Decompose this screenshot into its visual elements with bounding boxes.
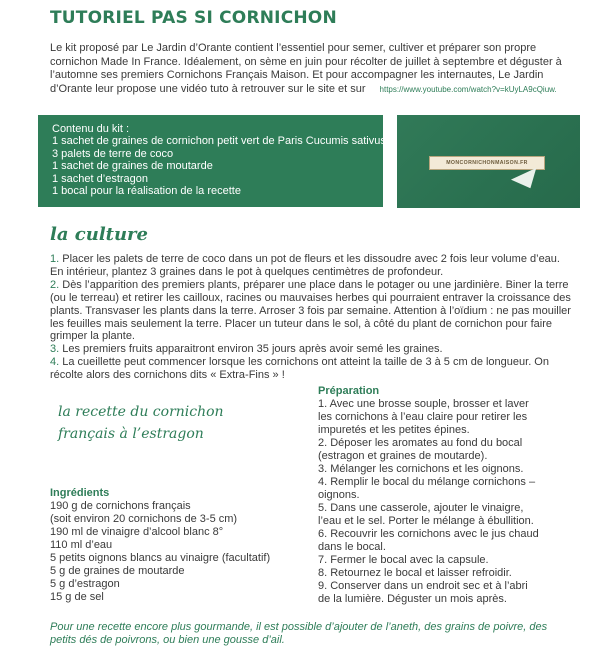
culture-heading: la culture (50, 224, 148, 245)
preparation-step: 8. Retournez le bocal et laisser refroidir. (318, 567, 512, 579)
step-number: 4. (50, 356, 60, 369)
recipe-heading (58, 401, 258, 445)
video-link[interactable]: https://www.youtube.com/watch?v=kUyLA9cQiuw. (379, 84, 557, 94)
culture-step (50, 279, 575, 344)
recipe-heading-line: français à l’estragon (58, 426, 204, 442)
preparation-step: 9. Conserver dans un endroit sec et à l’abri de la lumière. Déguster un mois après. (318, 580, 528, 605)
recipe-heading-line: la recette du cornichon (58, 404, 224, 420)
ingredient-item: 110 ml d’eau (50, 539, 113, 551)
intro-paragraph (50, 42, 570, 96)
kit-contents-box (38, 115, 386, 207)
ingredients-section (50, 487, 305, 604)
preparation-step: 6. Recouvrir les cornichons avec le jus chaud dans le bocal. (318, 528, 539, 553)
product-label: MONCORNICHONMAISON.FR (429, 156, 545, 170)
preparation-step: 4. Remplir le bocal du mélange cornichons – oignons. (318, 476, 536, 501)
ingredient-item: (soit environ 20 cornichons de 3-5 cm) (50, 513, 238, 525)
ingredient-item: 190 ml de vinaigre d’alcool blanc 8° (50, 526, 224, 538)
step-text: Dès l’apparition des premiers plants, préparer une place dans le potager ou une jardinière. Biner la terre (ou le terreau) et retirer les cailloux, racines ou mauvaises herbes qui pourraient entraver la croissance des plants. Transvaser les plants dans la terre. Arroser 3 fois par semaine. Attention à l’oïdium : ne pas mouiller les feuilles mais seulement la terre. Placer un tuteur dans le sol, à côté du plant de cornichon pour faire grimper la plante. (50, 278, 571, 343)
step-text: Les premiers fruits apparaitront environ 35 jours après avoir semé les graines. (62, 343, 443, 356)
ingredient-item: 5 g de graines de moutarde (50, 565, 185, 577)
preparation-heading: Préparation (318, 385, 380, 397)
preparation-step: 5. Dans une casserole, ajouter le vinaigre, l’eau et le sel. Porter le mélange à ébullition. (318, 502, 534, 527)
product-photo (397, 115, 580, 208)
kit-item: 1 bocal pour la réalisation de la recette (52, 185, 241, 198)
ingredients-heading: Ingrédients (50, 487, 110, 499)
kit-item: 3 palets de terre de coco (52, 147, 174, 160)
ingredient-item: 190 g de cornichons français (50, 500, 191, 512)
culture-steps (50, 253, 575, 382)
preparation-step: 7. Fermer le bocal avec la capsule. (318, 554, 489, 566)
kit-heading: Contenu du kit : (52, 123, 130, 135)
kit-item: 1 sachet de graines de moutarde (52, 160, 213, 173)
step-number: 3. (50, 343, 60, 356)
culture-step (50, 356, 575, 382)
kit-item: 1 sachet d’estragon (52, 172, 149, 185)
ingredient-item: 5 g d’estragon (50, 578, 120, 590)
paper-tag-shape (511, 168, 543, 194)
preparation-step: 1. Avec une brosse souple, brosser et laver les cornichons à l’eau claire pour retirer les impuretés et les petites épines. (318, 398, 529, 436)
ingredient-item: 5 petits oignons blancs au vinaigre (facultatif) (50, 552, 271, 564)
step-text: La cueillette peut commencer lorsque les cornichons ont atteint la taille de 3 à 5 cm de longueur. On récolte alors des cornichons dits « Extra-Fins » ! (50, 356, 549, 382)
culture-step (50, 343, 575, 356)
step-number: 1. (50, 253, 60, 265)
step-text: Placer les palets de terre de coco dans un pot de fleurs et les dissoudre avec 2 fois leur volume d’eau. En intérieur, plantez 3 graines dans le pot à quelques centimètres de profondeur. (50, 253, 560, 278)
ingredient-item: 15 g de sel (50, 591, 104, 603)
preparation-section (318, 385, 540, 606)
culture-step (50, 253, 575, 279)
intro-text: Le kit proposé par Le Jardin d’Orante contient l’essentiel pour semer, cultiver et préparer son propre cornichon Made In France. Idéalement, on sème en juin pour récolter de juillet à septembre et déguster à l’automne ses premiers Cornichons Français Maison. Et pour accompagner les internautes, Le Jardin d’Orante leur propose une vidéo tuto à retrouver sur le site et sur (50, 42, 562, 95)
page-title: TUTORIEL PAS SI CORNICHON (50, 8, 337, 28)
preparation-step: 2. Déposer les aromates au fond du bocal (estragon et graines de moutarde). (318, 437, 523, 462)
tip-note: Pour une recette encore plus gourmande, il est possible d’ajouter de l’aneth, des grains de poivre, des petits dés de poivrons, ou bien une gousse d’ail. (50, 621, 548, 647)
step-number: 2. (50, 278, 60, 291)
preparation-step: 3. Mélanger les cornichons et les oignons. (318, 463, 524, 475)
kit-item: 1 sachet de graines de cornichon petit vert de Paris Cucumis sativus (52, 135, 386, 148)
